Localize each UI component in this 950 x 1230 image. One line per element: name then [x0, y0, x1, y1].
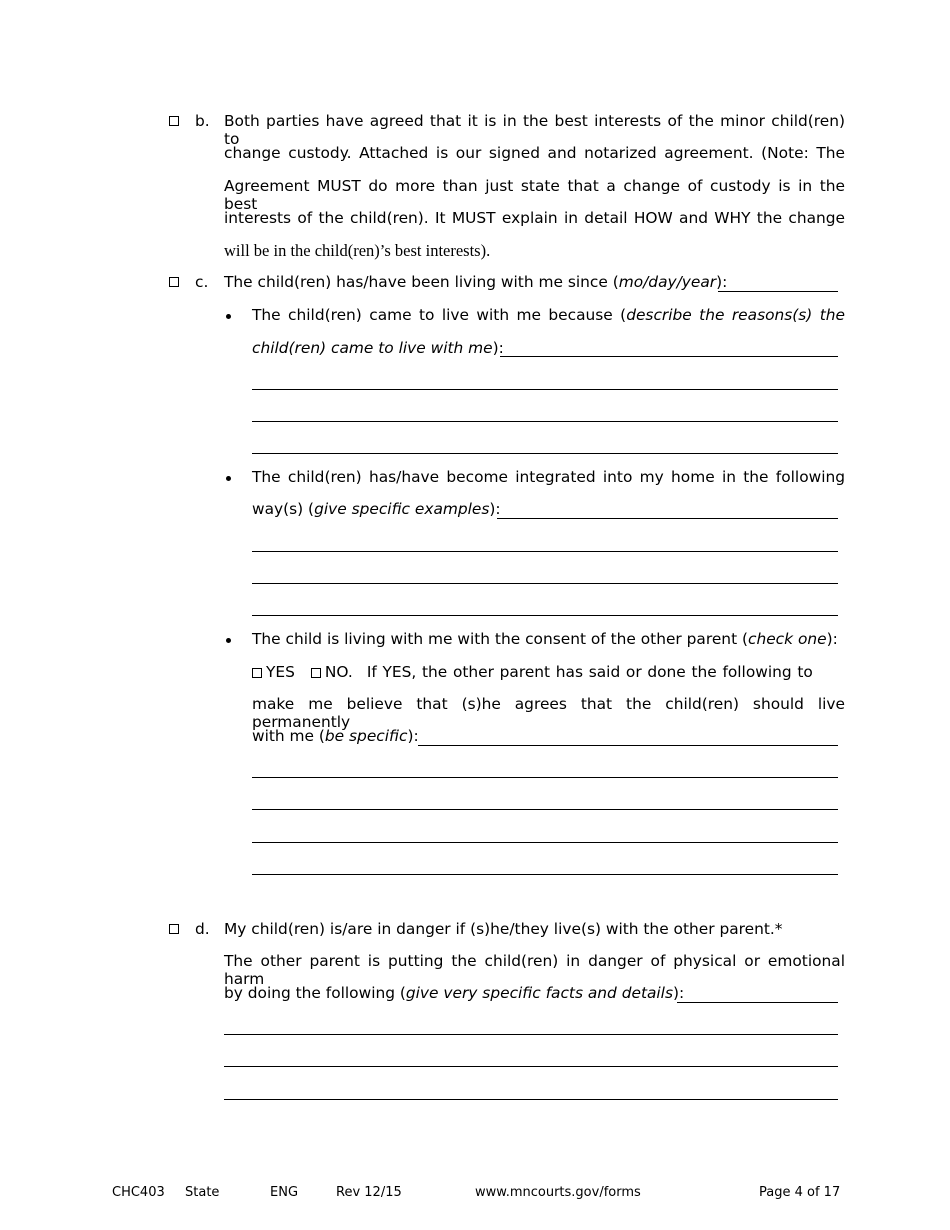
- bullet-3-line-1-suffix: ):: [826, 630, 838, 648]
- item-d-letter: d.: [195, 920, 210, 938]
- item-c-text-suffix: ):: [716, 273, 728, 291]
- bullet-2-line-2: [252, 500, 501, 518]
- no-label: NO.: [324, 663, 353, 681]
- bullet-3-line-1: [252, 630, 838, 648]
- no-checkbox[interactable]: [311, 668, 321, 678]
- reasons-answer-line-1[interactable]: [500, 356, 838, 357]
- bullet-3-line-4-italic: be specific: [324, 727, 408, 745]
- consent-answer-line-4[interactable]: [252, 842, 838, 843]
- yes-label: YES: [266, 663, 295, 681]
- bullet-1-line-2-italic: child(ren) came to live with me: [252, 339, 493, 357]
- integration-answer-line-2[interactable]: [252, 551, 838, 552]
- date-input-line[interactable]: [718, 291, 838, 292]
- bullet-3-line-1-italic: check one: [748, 630, 827, 648]
- item-d-line-3-suffix: ):: [672, 984, 685, 1002]
- item-c-text-prefix: The child(ren) has/have been living with me since (: [224, 273, 619, 291]
- bullet-1-dot: [226, 314, 231, 319]
- footer-revision: Rev 12/15: [336, 1185, 402, 1200]
- bullet-3-line-1-prefix: The child is living with me with the consent of the other parent (: [252, 630, 748, 648]
- footer-page-number: Page 4 of 17: [759, 1185, 841, 1200]
- bullet-1-line-1: [252, 306, 845, 324]
- bullet-1-line-2-suffix: ):: [492, 339, 504, 357]
- consent-answer-line-1[interactable]: [418, 745, 838, 746]
- bullet-2-line-2-prefix: way(s) (: [252, 500, 315, 518]
- integration-answer-line-4[interactable]: [252, 615, 838, 616]
- item-b-checkbox[interactable]: [169, 116, 179, 126]
- footer-form-id: CHC403: [112, 1185, 165, 1200]
- item-d-line-2: The other parent is putting the child(ren) in danger of physical or emotional harm: [224, 952, 845, 988]
- bullet-2-line-2-italic: give specific examples: [314, 500, 490, 518]
- item-d-line-3-italic: give very specific facts and details: [405, 984, 673, 1002]
- consent-answer-line-5[interactable]: [252, 874, 838, 875]
- bullet-3-line-2: [252, 663, 845, 681]
- consent-answer-line-2[interactable]: [252, 777, 838, 778]
- bullet-2-dot: [226, 476, 231, 481]
- item-d-line-3: [224, 984, 684, 1002]
- reasons-answer-line-2[interactable]: [252, 389, 838, 390]
- item-d-line-1: My child(ren) is/are in danger if (s)he/they live(s) with the other parent.*: [224, 920, 783, 938]
- bullet-1-line-1-text: The child(ren) came to live with me because (: [252, 306, 627, 324]
- bullet-1-line-2: [252, 339, 504, 357]
- item-c-checkbox[interactable]: [169, 277, 179, 287]
- item-b-line-1: Both parties have agreed that it is in the best interests of the minor child(ren) to: [224, 112, 845, 148]
- item-c-text-italic: mo/day/year: [618, 273, 717, 291]
- yes-checkbox[interactable]: [252, 668, 262, 678]
- danger-answer-line-1[interactable]: [677, 1002, 838, 1003]
- item-b-line-5: will be in the child(ren)’s best interests).: [224, 241, 491, 260]
- item-b-line-3: Agreement MUST do more than just state that a change of custody is in the best: [224, 177, 845, 213]
- integration-answer-line-3[interactable]: [252, 583, 838, 584]
- bullet-3-line-4-prefix: with me (: [252, 727, 325, 745]
- item-c-text: [224, 273, 727, 291]
- danger-answer-line-3[interactable]: [224, 1066, 838, 1067]
- reasons-answer-line-4[interactable]: [252, 453, 838, 454]
- reasons-answer-line-3[interactable]: [252, 421, 838, 422]
- consent-answer-line-3[interactable]: [252, 809, 838, 810]
- footer-language: ENG: [270, 1185, 299, 1200]
- bullet-2-line-2-suffix: ):: [489, 500, 501, 518]
- bullet-3-line-3: make me believe that (s)he agrees that the child(ren) should live permanently: [252, 695, 845, 731]
- bullet-3-line-4-suffix: ):: [407, 727, 419, 745]
- footer-website: www.mncourts.gov/forms: [475, 1185, 641, 1200]
- danger-answer-line-4[interactable]: [224, 1099, 838, 1100]
- bullet-3-line-4: [252, 727, 419, 745]
- danger-answer-line-2[interactable]: [224, 1034, 838, 1035]
- integration-answer-line-1[interactable]: [497, 518, 838, 519]
- item-d-line-3-prefix: by doing the following (: [224, 984, 406, 1002]
- bullet-3-line-2-rest: If YES, the other parent has said or done the following to: [366, 663, 813, 681]
- bullet-1-line-1-italic: describe the reasons(s) the: [626, 306, 845, 324]
- bullet-3-dot: [226, 638, 231, 643]
- item-b-line-2: change custody. Attached is our signed and notarized agreement. (Note: The: [224, 144, 845, 162]
- footer-state: State: [185, 1185, 220, 1200]
- item-b-line-4: interests of the child(ren). It MUST explain in detail HOW and WHY the change: [224, 209, 845, 227]
- item-d-checkbox[interactable]: [169, 924, 179, 934]
- bullet-2-line-1: The child(ren) has/have become integrated into my home in the following: [252, 468, 845, 486]
- item-b-letter: b.: [195, 112, 210, 130]
- item-c-letter: c.: [195, 273, 209, 291]
